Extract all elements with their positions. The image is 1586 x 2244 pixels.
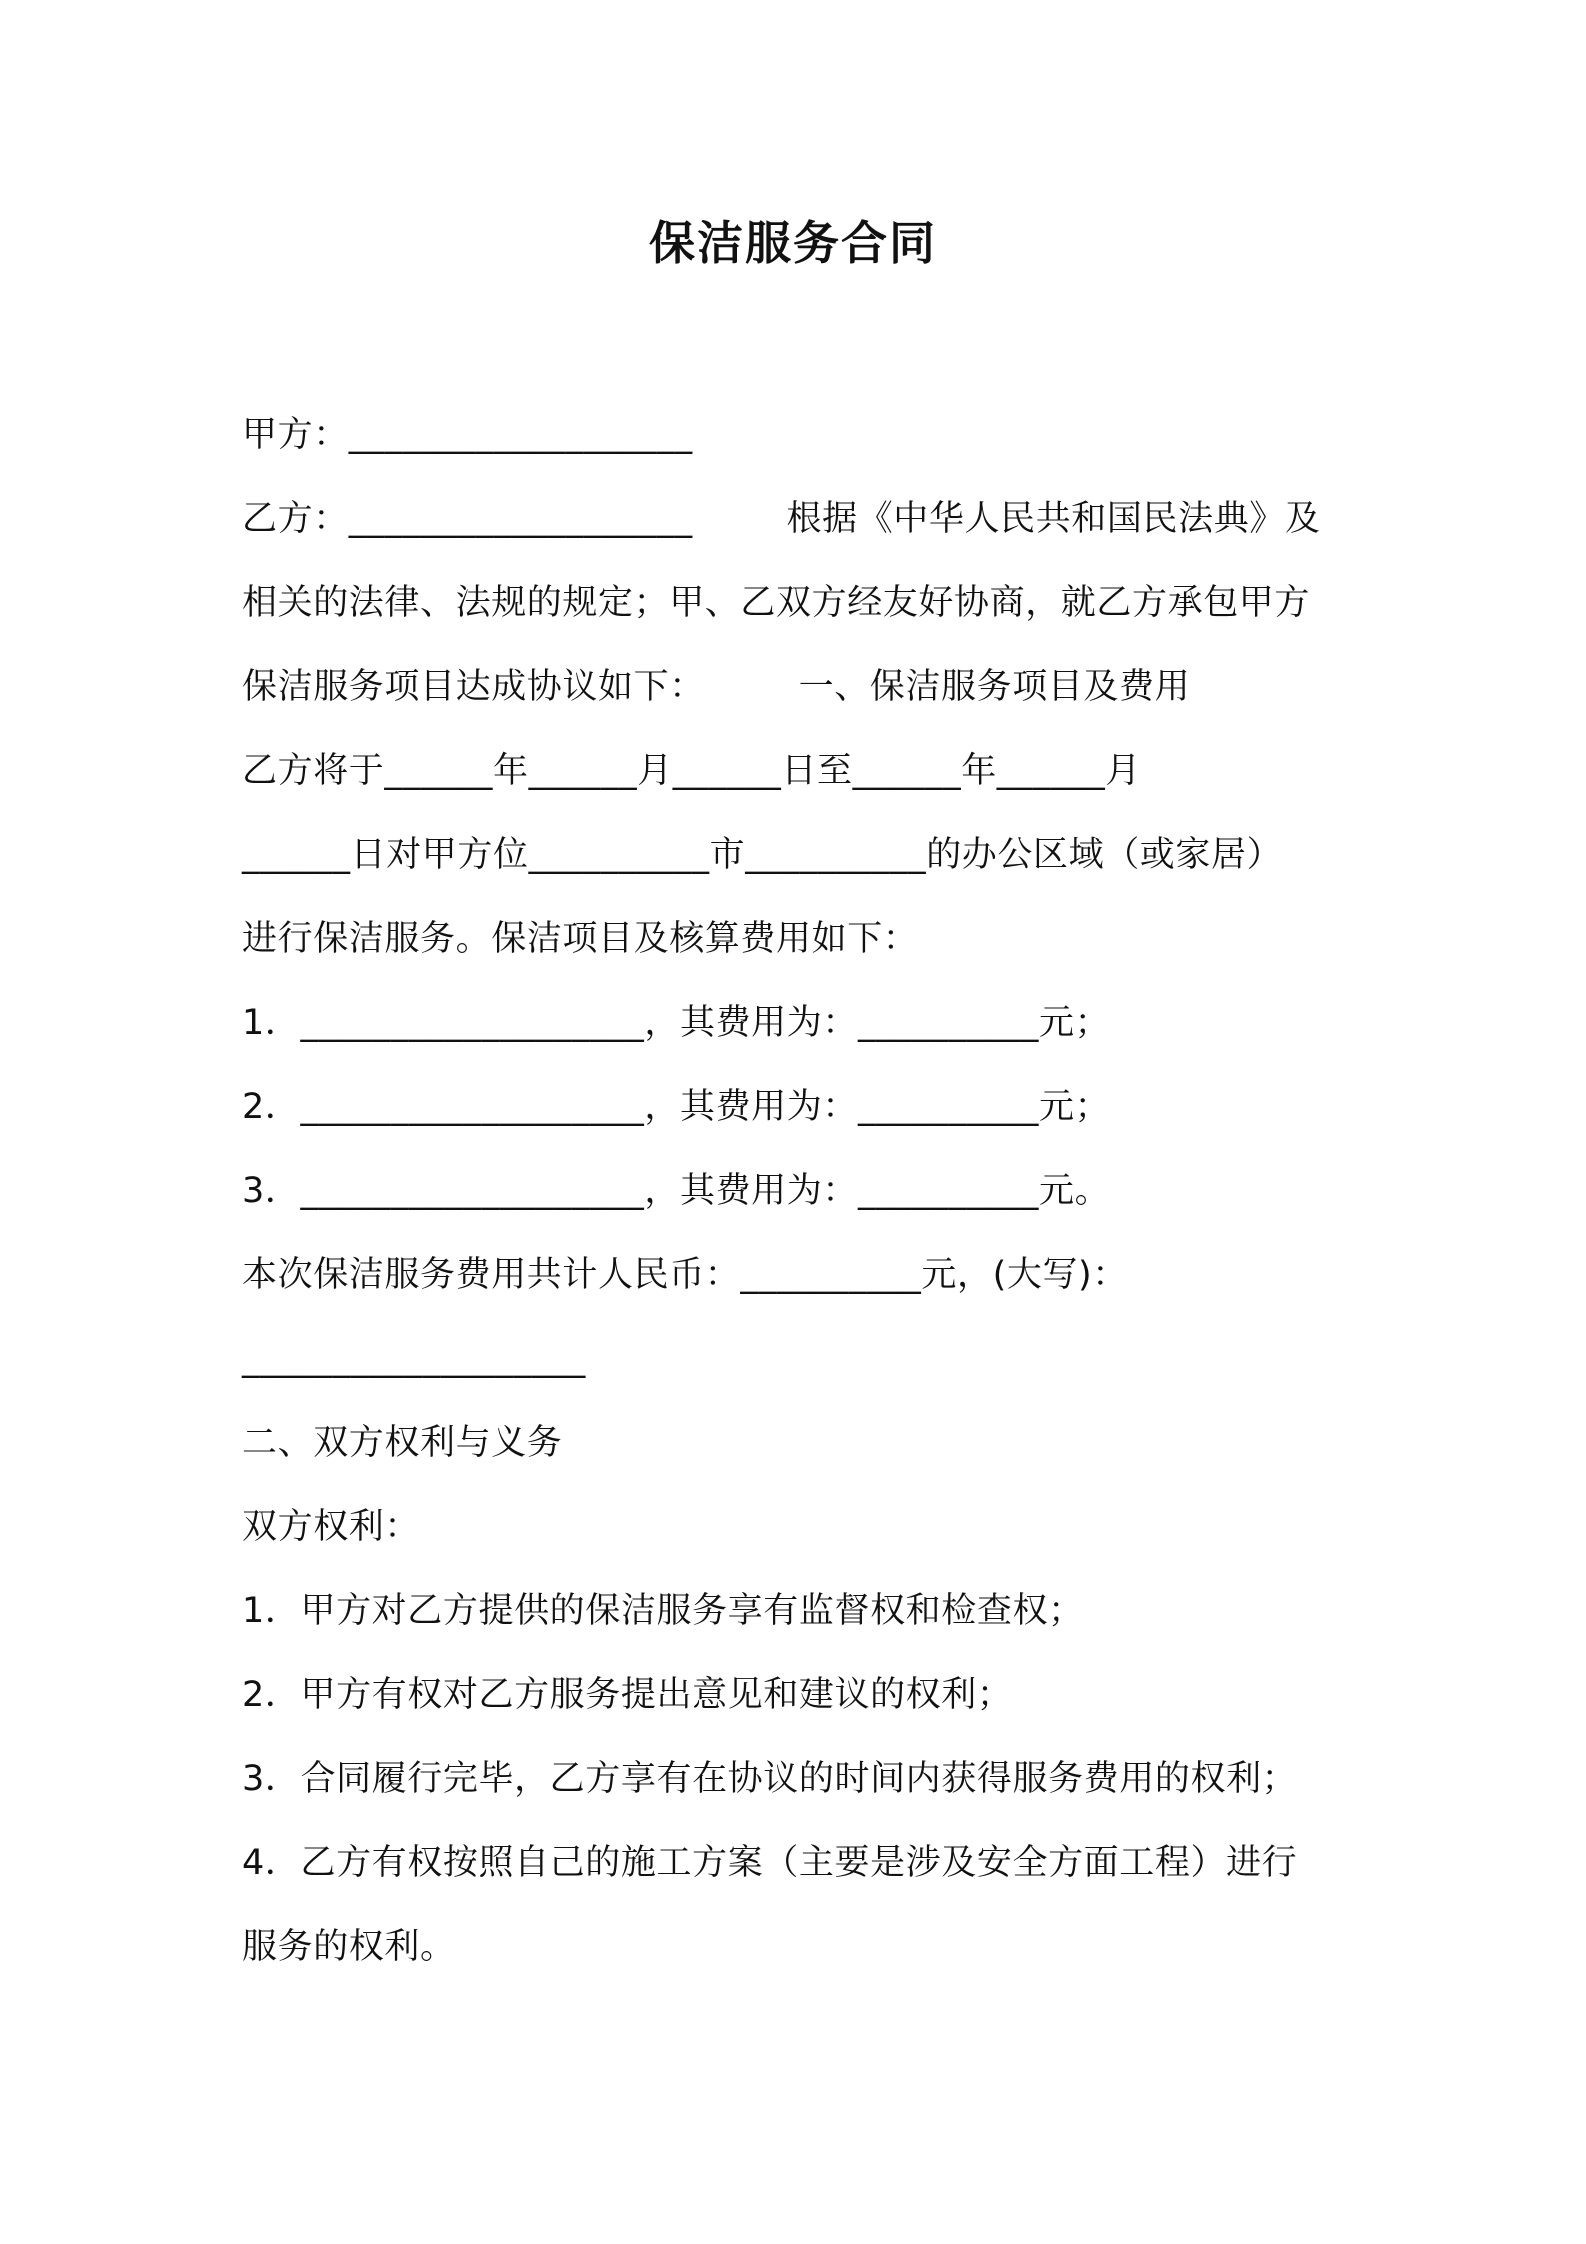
page-title: 保洁服务合同 — [649, 216, 937, 270]
fee-item-line: 1．___________________，其费用为：__________元； — [242, 1003, 1111, 1043]
paragraph-line: ______日对甲方位__________市__________的办公区域（或家居） — [242, 835, 1283, 875]
total-fee-line: 本次保洁服务费用共计人民币：__________元，(大写)： — [242, 1255, 1128, 1295]
rights-item-line: 3．合同履行完毕，乙方享有在协议的时间内获得服务费用的权利； — [242, 1759, 1298, 1799]
paragraph-line: 保洁服务项目达成协议如下： 一、保洁服务项目及费用 — [242, 667, 1191, 707]
paragraph-line: 服务的权利。 — [242, 1927, 456, 1967]
rights-item-line: 1．甲方对乙方提供的保洁服务享有监督权和检查权； — [242, 1591, 1084, 1631]
section-heading: 二、双方权利与义务 — [242, 1423, 563, 1463]
rights-item-line: 4．乙方有权按照自己的施工方案（主要是涉及安全方面工程）进行 — [242, 1843, 1298, 1883]
paragraph-line: 乙方将于______年______月______日至______年______月 — [242, 751, 1142, 791]
blank-line: ___________________ — [242, 1339, 586, 1379]
paragraph-line: 相关的法律、法规的规定；甲、乙双方经友好协商，就乙方承包甲方 — [242, 583, 1311, 623]
fee-item-line: 2．___________________，其费用为：__________元； — [242, 1087, 1111, 1127]
subsection-heading: 双方权利： — [242, 1507, 421, 1547]
rights-item-line: 2．甲方有权对乙方服务提出意见和建议的权利； — [242, 1675, 1013, 1715]
paragraph-line: 进行保洁服务。保洁项目及核算费用如下： — [242, 919, 919, 959]
party-a-line: 甲方：___________________ — [242, 415, 693, 455]
fee-item-line: 3．___________________，其费用为：__________元。 — [242, 1171, 1111, 1211]
party-b-line: 乙方：___________________ 根据《中华人民共和国民法典》及 — [242, 499, 1321, 539]
